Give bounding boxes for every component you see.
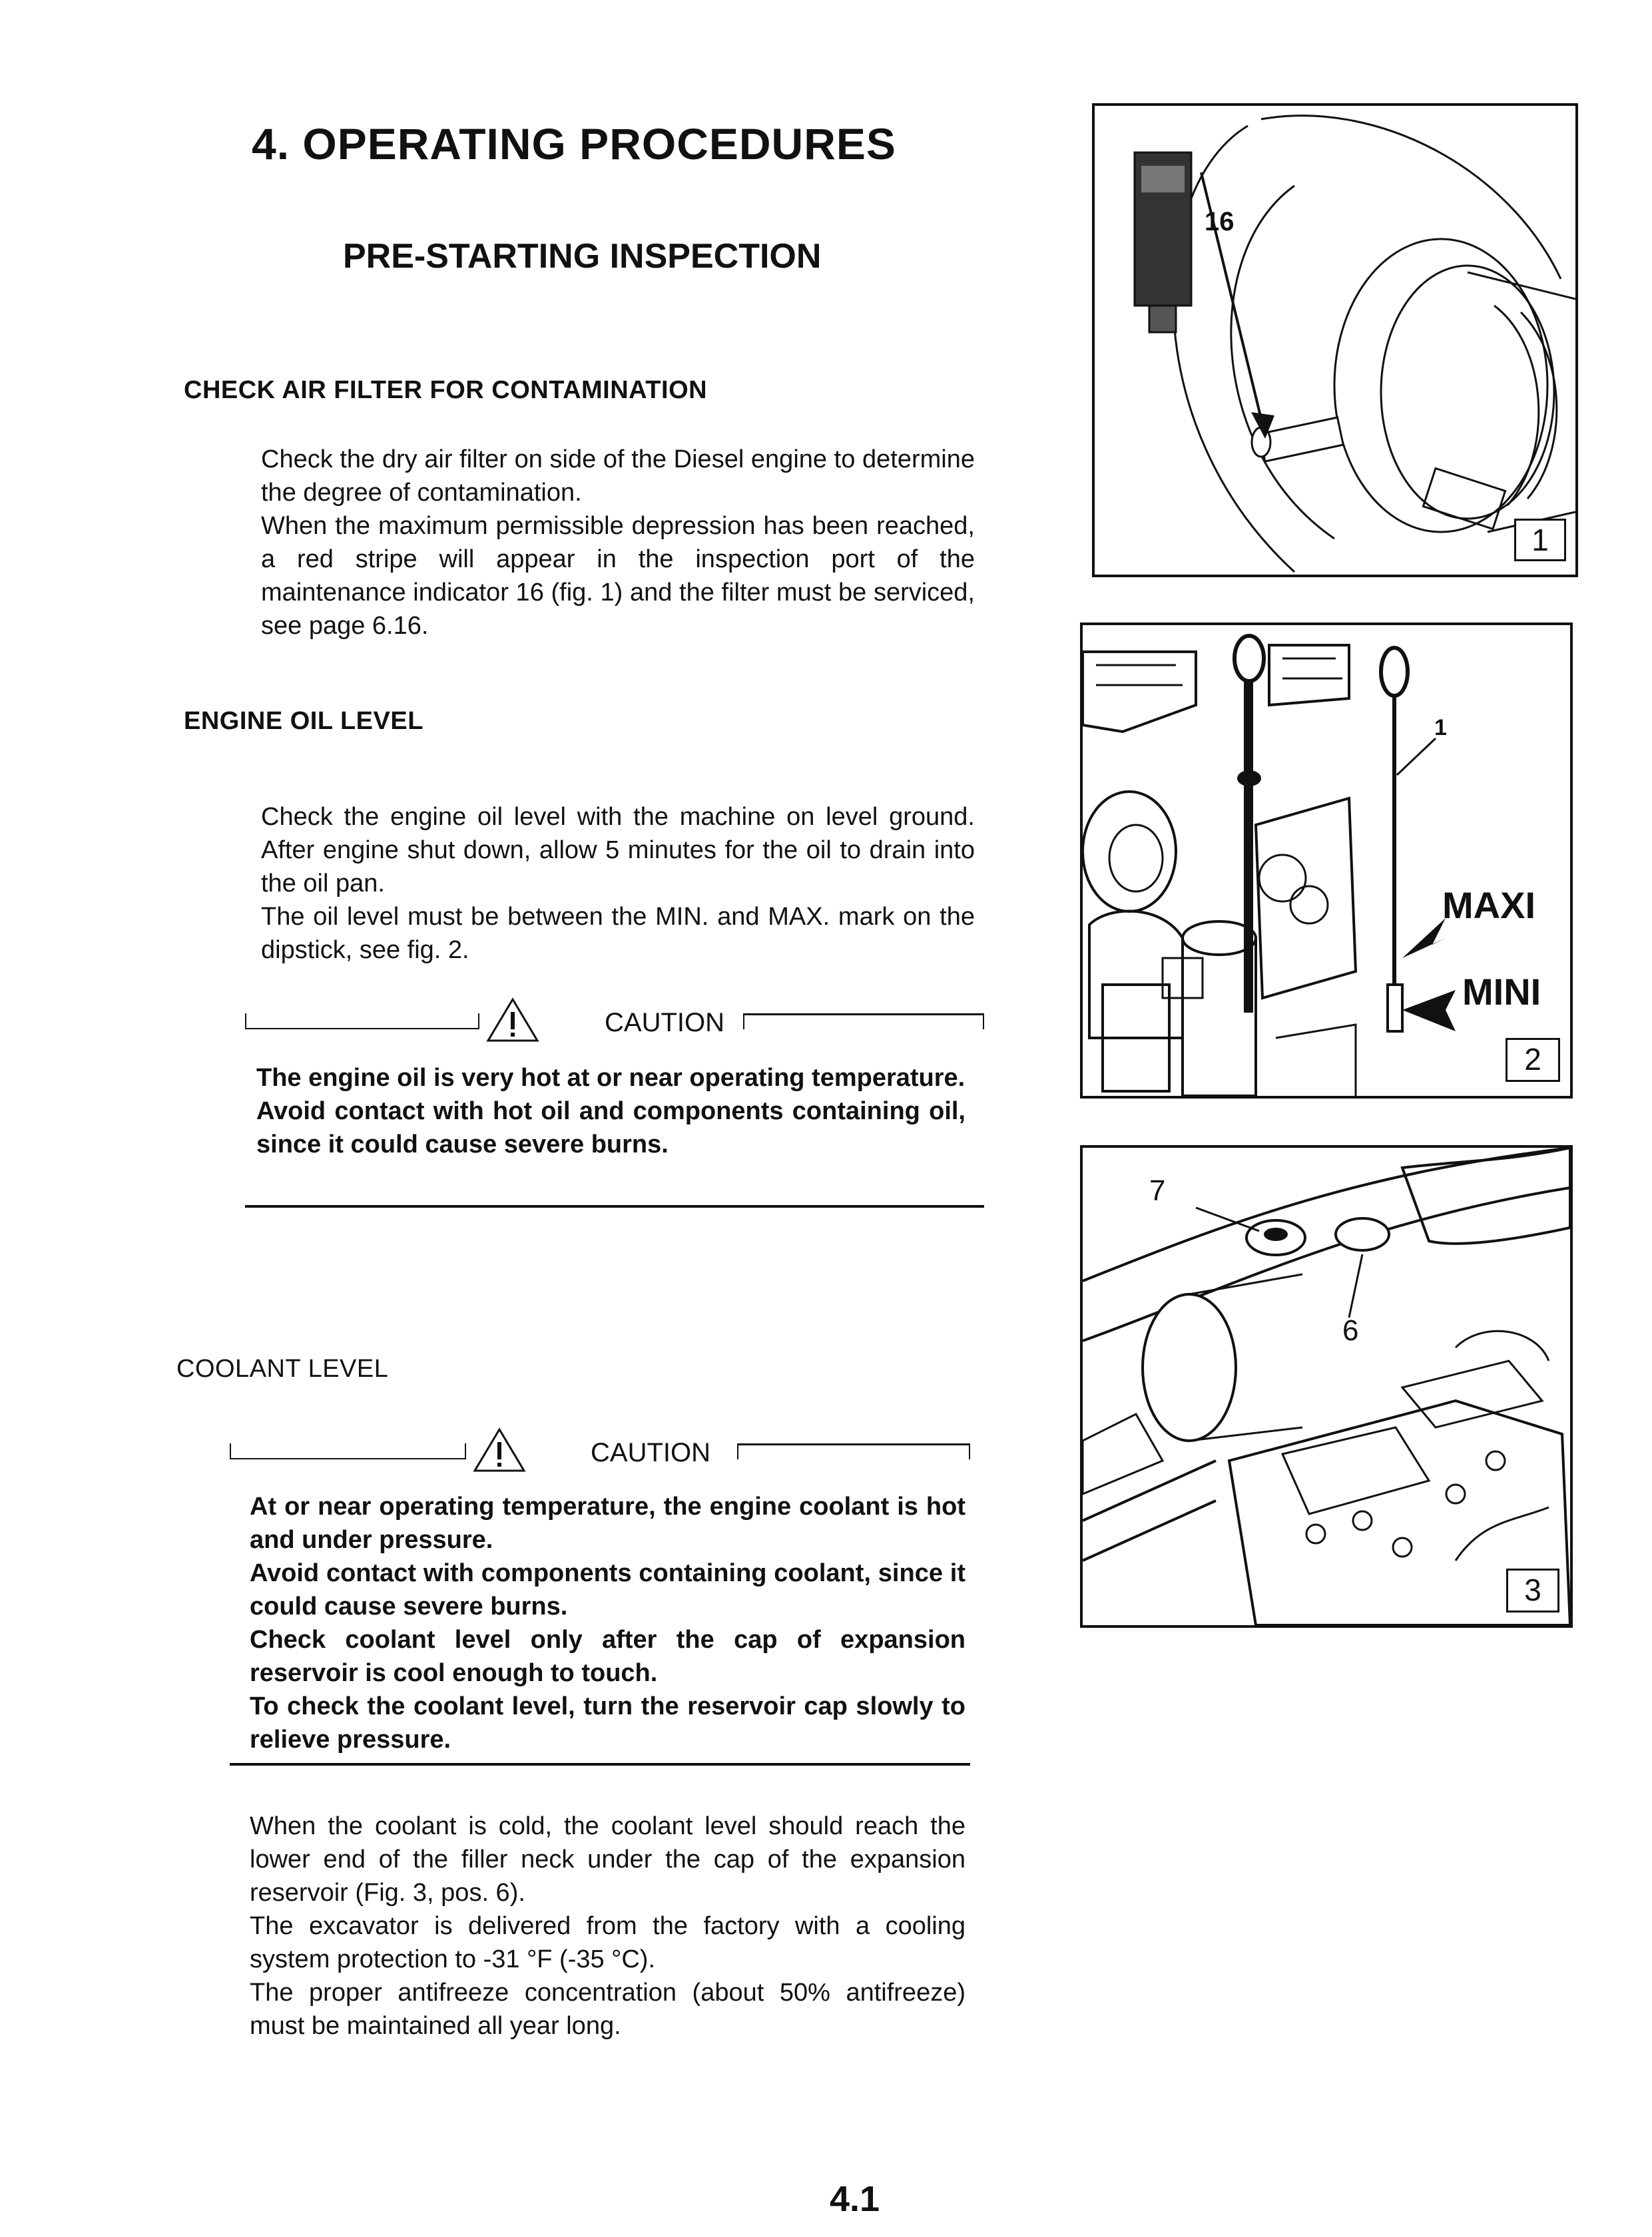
warning-triangle-icon [486, 997, 539, 1043]
caution-bar-left [230, 1443, 466, 1459]
figure-2-callout-1: 1 [1434, 715, 1447, 740]
figure-3-callout-6: 6 [1342, 1314, 1359, 1347]
caution-bar-right [743, 1013, 984, 1029]
engine-coolant-drawing [1083, 1148, 1570, 1625]
coolant-warning-rule [230, 1763, 970, 1766]
engine-oil-paragraph-2: The oil level must be between the MIN. and MAX. mark on the dipstick, see fig. 2. [261, 903, 975, 964]
figure-2-oil-dipstick [1080, 622, 1573, 1099]
warning-triangle-icon [473, 1427, 526, 1473]
oil-warning-rule [245, 1205, 984, 1208]
coolant-heading [176, 1355, 388, 1383]
coolant-paragraph-1: When the coolant is cold, the coolant level should reach the lower end of the filler neck under the cap of the expansion reservoir (Fig. 3, pos. 6). [250, 1812, 965, 1907]
figure-1-air-filter-indicator [1092, 103, 1578, 577]
section-subtitle: PRE-STARTING INSPECTION [343, 237, 822, 276]
oil-warning-1: The engine oil is very hot at or near operating temperature. [256, 1064, 965, 1092]
oil-caution-banner [245, 1008, 984, 1037]
oil-warning-text [256, 1061, 965, 1161]
dipstick-drawing [1083, 625, 1570, 1096]
coolant-warning-3: Check coolant level only after the cap of expansion reservoir is cool enough to touch. [250, 1626, 965, 1687]
coolant-warning-1: At or near operating temperature, the engine coolant is hot and under pressure. [250, 1493, 965, 1554]
coolant-text [250, 1810, 965, 2043]
figure-1-number: 1 [1514, 519, 1566, 561]
figure-3-number: 3 [1506, 1569, 1559, 1613]
coolant-warning-2: Avoid contact with components containing coolant, since it could cause severe burns. [250, 1559, 965, 1620]
coolant-warning-4: To check the coolant level, turn the reservoir cap slowly to relieve pressure. [250, 1692, 965, 1754]
coolant-paragraph-2: The excavator is delivered from the factory with a cooling system protection to -31 °F (-35 °C). [250, 1912, 965, 1973]
figure-3-callout-7: 7 [1149, 1174, 1166, 1207]
caution-bar-left [245, 1013, 479, 1029]
figure-3-coolant-reservoir [1080, 1145, 1573, 1628]
air-filter-heading: CHECK AIR FILTER FOR CONTAMINATION [184, 376, 708, 404]
air-filter-paragraph-2: When the maximum permissible depression has been reached, a red stripe will appear in the inspection port of the maintenance indicator 16 (fig. 1) and the filter must be serviced, see page 6.16. [261, 512, 975, 640]
figure-1-callout-16: 16 [1205, 207, 1235, 236]
page-title: 4. OPERATING PROCEDURES [252, 119, 896, 168]
coolant-warning-text [250, 1490, 965, 1756]
coolant-paragraph-3: The proper antifreeze concentration (about 50% antifreeze) must be maintained all year long. [250, 1979, 965, 2040]
caution-label: CAUTION [591, 1438, 710, 1467]
figure-2-mini-label: MINI [1462, 971, 1541, 1013]
coolant-heading-text: COOLANT LEVEL [176, 1355, 389, 1383]
oil-warning-2: Avoid contact with hot oil and components containing oil, since it could cause severe burns. [256, 1097, 965, 1158]
coolant-caution-banner [230, 1438, 970, 1467]
page-number: 4.1 [830, 2179, 880, 2219]
air-filter-drawing [1095, 106, 1575, 575]
engine-oil-text [261, 800, 975, 967]
caution-bar-right [737, 1443, 970, 1459]
figure-2-maxi-label: MAXI [1442, 884, 1535, 926]
air-filter-text [261, 443, 975, 642]
figure-2-number: 2 [1506, 1038, 1560, 1082]
engine-oil-heading: ENGINE OIL LEVEL [184, 707, 423, 735]
air-filter-paragraph-1: Check the dry air filter on side of the Diesel engine to determine the degree of contamination. [261, 445, 975, 507]
engine-oil-paragraph-1: Check the engine oil level with the machine on level ground. After engine shut down, allow 5 minutes for the oil to drain into the oil pan. [261, 803, 975, 897]
caution-label: CAUTION [605, 1008, 724, 1037]
